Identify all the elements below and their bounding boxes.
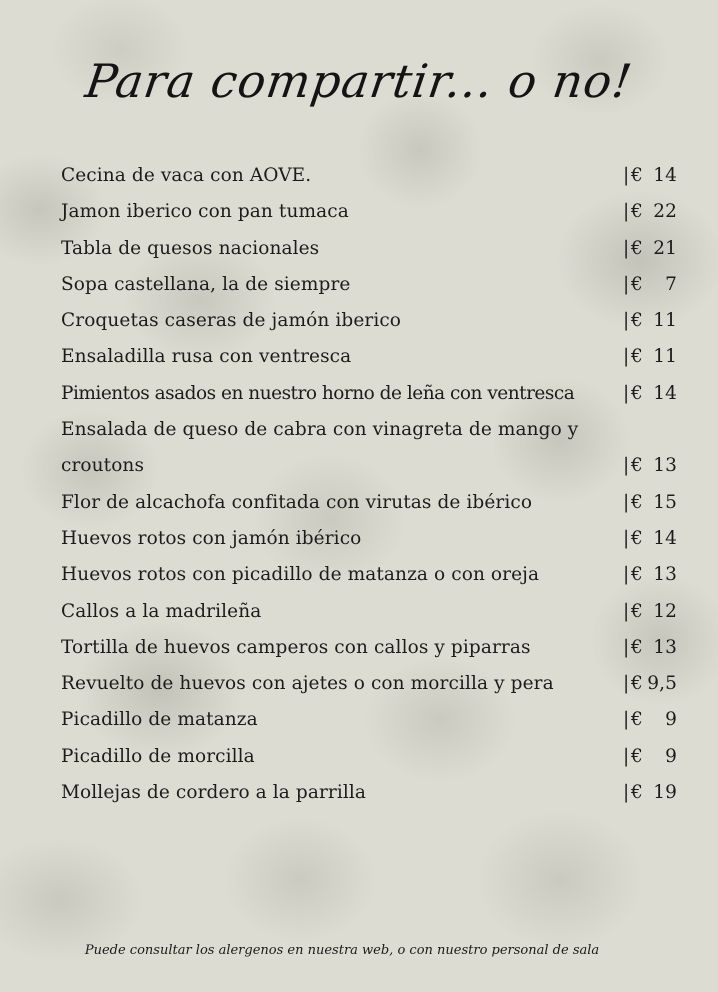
price-separator: | [623,310,630,332]
price-separator: | [623,673,630,695]
price-separator: | [623,382,630,404]
price-amount: 14 [653,382,677,404]
price-separator: | [623,237,630,259]
dish-name: Flor de alcachofa confitada con virutas de ibérico [61,491,533,513]
dish-price [623,339,681,375]
dish-name: Croquetas caseras de jamón iberico [61,310,402,332]
dish-name: Picadillo de morcilla [61,745,255,767]
price-amount: 21 [653,237,677,259]
dish-name: Jamon iberico con pan tumaca [61,201,349,223]
dish-name: Huevos rotos con picadillo de matanza o con oreja [61,564,540,586]
price-amount: 15 [653,491,677,513]
price-separator: | [623,745,630,767]
price-separator: | [623,273,630,295]
price-separator: | [623,455,630,477]
euro-symbol: € [631,527,643,549]
menu-item [61,194,683,230]
price-amount: 9,5 [647,673,677,695]
price-amount: 9 [665,709,677,731]
dish-name: Revuelto de huevos con ajetes o con morcilla y pera [61,673,554,695]
menu-title: Para compartir... o no! [82,54,636,108]
euro-symbol: € [631,673,643,695]
menu-item [61,376,683,412]
price-separator: | [623,346,630,368]
price-amount: 11 [653,346,677,368]
menu-item [61,557,683,593]
menu-item [61,666,683,702]
euro-symbol: € [631,346,643,368]
dish-price [623,448,681,484]
dish-name: Ensalada de queso de cabra con vinagreta de mango y croutons [61,419,579,477]
price-amount: 22 [653,201,677,223]
dish-name: Cecina de vaca con AOVE. [61,165,312,186]
euro-symbol: € [631,745,643,767]
price-separator: | [623,201,630,223]
dish-price [623,594,681,630]
price-amount: 9 [665,745,677,767]
dish-price [623,376,681,412]
dish-price [623,630,681,666]
menu-item [61,412,683,485]
price-separator: | [623,709,630,731]
euro-symbol: € [631,709,643,731]
menu-item [61,339,683,375]
dish-price [623,194,681,230]
price-amount: 12 [653,600,677,622]
euro-symbol: € [631,564,643,586]
euro-symbol: € [631,165,643,186]
menu-item [61,739,683,775]
price-amount: 14 [653,527,677,549]
menu-item [61,158,683,194]
menu-item [61,485,683,521]
menu-item [61,267,683,303]
price-amount: 19 [653,782,677,804]
price-amount: 13 [653,455,677,477]
price-amount: 7 [665,273,677,295]
euro-symbol: € [631,201,643,223]
dish-name: Ensaladilla rusa con ventresca [61,346,352,368]
price-separator: | [623,636,630,658]
price-amount: 11 [653,310,677,332]
dish-price [623,666,681,702]
dish-price [623,775,681,811]
dish-price [623,267,681,303]
euro-symbol: € [631,237,643,259]
menu-item [61,231,683,267]
price-separator: | [623,527,630,549]
price-separator: | [623,165,630,186]
price-amount: 14 [653,165,677,186]
euro-symbol: € [631,382,643,404]
euro-symbol: € [631,600,643,622]
euro-symbol: € [631,491,643,513]
dish-price [623,557,681,593]
euro-symbol: € [631,273,643,295]
dish-name: Picadillo de matanza [61,709,258,731]
dish-name: Mollejas de cordero a la parrilla [61,782,367,804]
menu-item [61,775,683,811]
dish-price [623,303,681,339]
menu-item [61,630,683,666]
price-separator: | [623,782,630,804]
price-separator: | [623,564,630,586]
dish-name: Callos a la madrileña [61,600,262,622]
price-amount: 13 [653,636,677,658]
dish-price [623,231,681,267]
dish-name: Tortilla de huevos camperos con callos y piparras [61,636,531,658]
menu-list [61,158,683,811]
dish-price [623,521,681,557]
price-amount: 13 [653,564,677,586]
price-separator: | [623,600,630,622]
dish-price [623,485,681,521]
dish-price [623,702,681,738]
dish-name: Sopa castellana, la de siempre [61,273,351,295]
allergen-note: Puede consultar los alergenos en nuestra web, o con nuestro personal de sala [84,943,600,958]
euro-symbol: € [631,782,643,804]
dish-price [623,158,681,194]
euro-symbol: € [631,310,643,332]
menu-item [61,303,683,339]
price-separator: | [623,491,630,513]
menu-item [61,521,683,557]
dish-price [623,739,681,775]
menu-item [61,702,683,738]
euro-symbol: € [631,636,643,658]
menu-item [61,594,683,630]
dish-name: Huevos rotos con jamón ibérico [61,527,362,549]
dish-name: Tabla de quesos nacionales [61,237,320,259]
dish-name: Pimientos asados en nuestro horno de leña con ventresca [61,382,575,404]
euro-symbol: € [631,455,643,477]
